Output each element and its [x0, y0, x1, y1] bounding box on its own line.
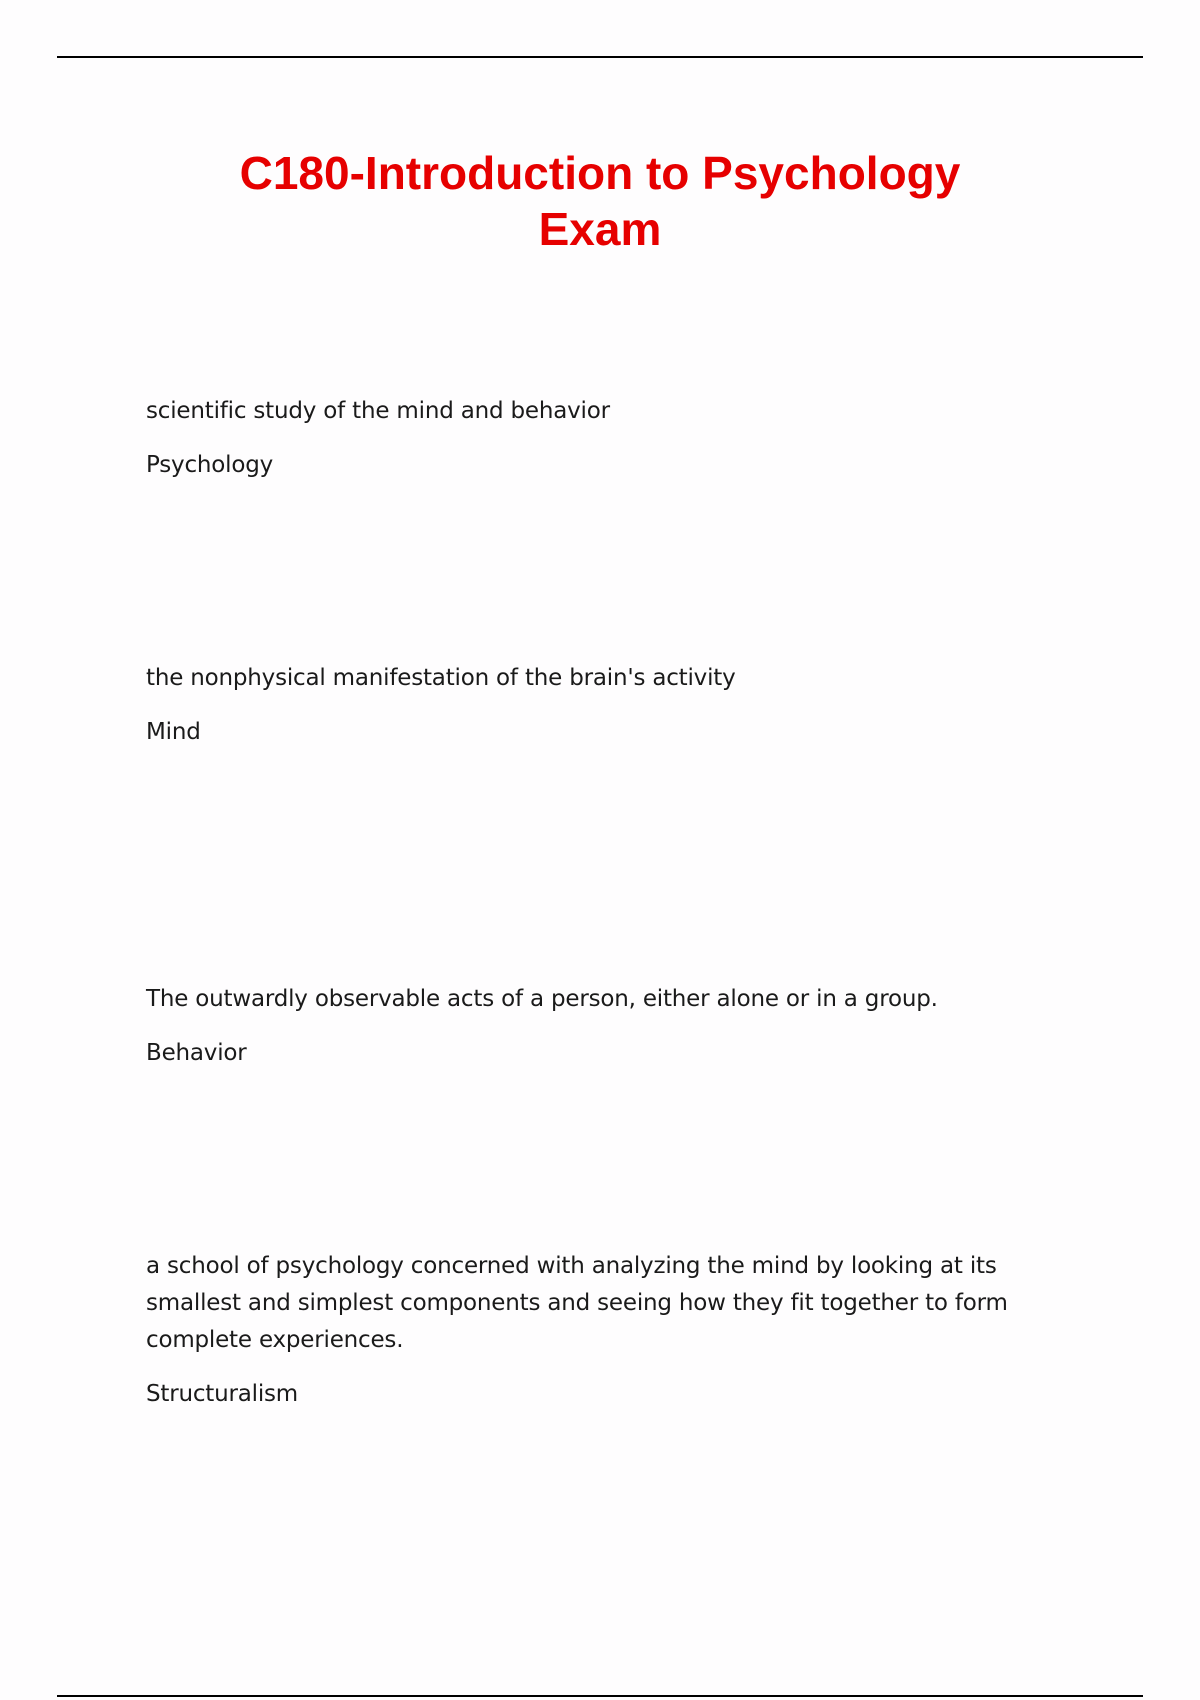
answer-text: Behavior	[146, 1040, 247, 1066]
qa-item	[146, 981, 1046, 1072]
qa-item	[146, 1248, 1046, 1413]
qa-item	[146, 393, 1046, 484]
answer-text: Mind	[146, 719, 201, 745]
qa-item	[146, 660, 1046, 751]
question-text: scientific study of the mind and behavior	[146, 398, 610, 424]
question-text: a school of psychology concerned with analyzing the mind by looking at its smallest and simplest components and seeing how they fit together to form complete experiences.	[146, 1253, 1008, 1353]
question-text: The outwardly observable acts of a person, either alone or in a group.	[146, 986, 938, 1012]
question-text: the nonphysical manifestation of the brain's activity	[146, 665, 736, 691]
title-line-1: C180-Introduction to Psychology	[239, 147, 961, 199]
top-divider	[57, 56, 1143, 58]
answer-text: Psychology	[146, 452, 274, 478]
title-line-2: Exam	[538, 203, 662, 255]
answer-text: Structuralism	[146, 1381, 299, 1407]
bottom-divider	[57, 1695, 1143, 1697]
document-title	[100, 145, 1100, 257]
